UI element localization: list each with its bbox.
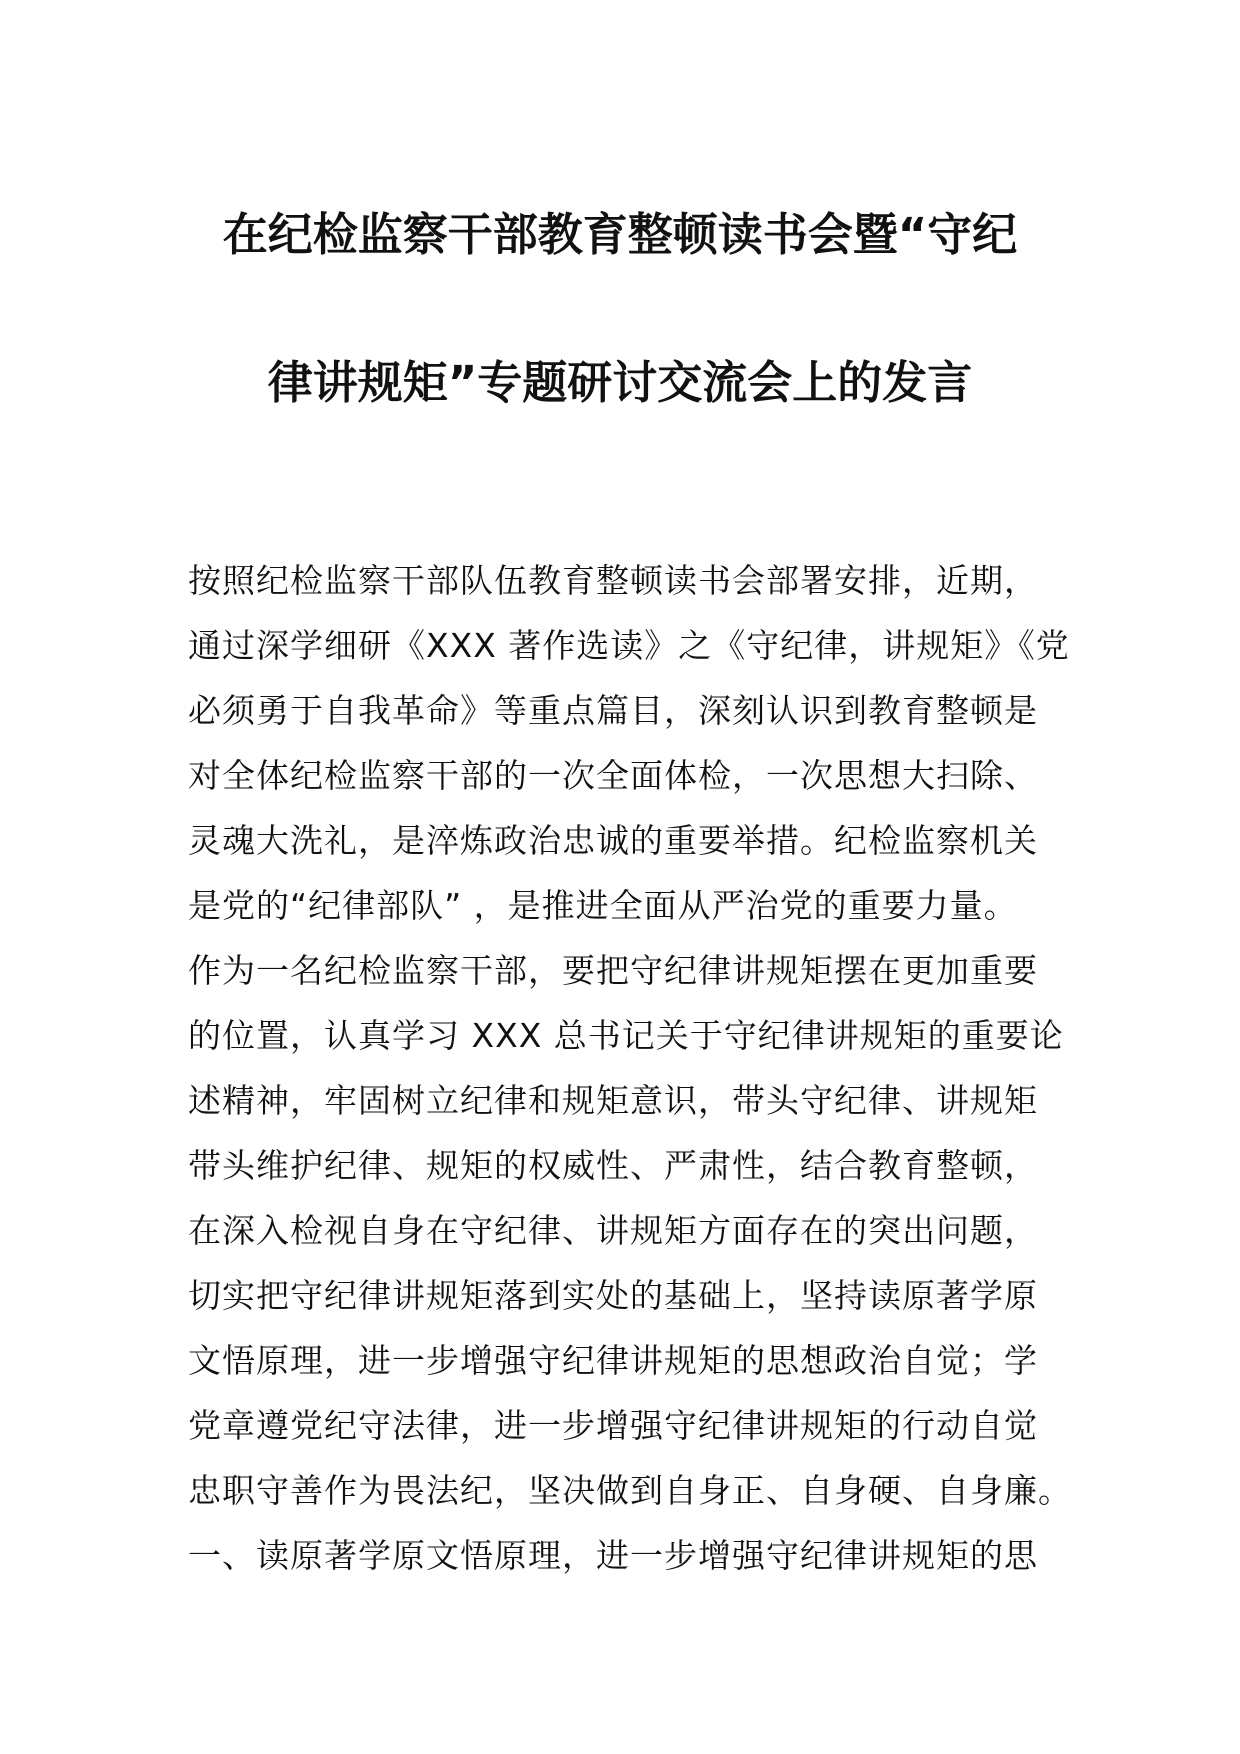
body-line-3: 必须勇于自我革命》等重点篇目，深刻认识到教育整顿是 bbox=[188, 691, 1038, 730]
body-line-15: 忠职守善作为畏法纪，坚决做到自身正、自身硬、自身廉。 bbox=[188, 1471, 1072, 1510]
body-line-9: 述精神，牢固树立纪律和规矩意识，带头守纪律、讲规矩 bbox=[188, 1081, 1038, 1120]
body-line-6: 是党的“纪律部队” ，是推进全面从严治党的重要力量。 bbox=[188, 886, 1018, 925]
body-line-10: 带头维护纪律、规矩的权威性、严肃性，结合教育整顿， bbox=[188, 1146, 1038, 1185]
body-line-11: 在深入检视自身在守纪律、讲规矩方面存在的突出问题， bbox=[188, 1211, 1038, 1250]
body-line-1: 按照纪检监察干部队伍教育整顿读书会部署安排，近期， bbox=[188, 561, 1038, 600]
body-line-5: 灵魂大洗礼，是淬炼政治忠诚的重要举措。纪检监察机关 bbox=[188, 821, 1038, 860]
body-line-12: 切实把守纪律讲规矩落到实处的基础上，坚持读原著学原 bbox=[188, 1276, 1038, 1315]
title-line-2: 律讲规矩”专题研讨交流会上的发言 bbox=[267, 356, 973, 409]
document-title bbox=[150, 205, 1090, 413]
body-line-2: 通过深学细研《XXX 著作选读》之《守纪律，讲规矩》《党 bbox=[188, 626, 1070, 665]
body-line-4: 对全体纪检监察干部的一次全面体检，一次思想大扫除、 bbox=[188, 756, 1038, 795]
body-line-14: 党章遵党纪守法律，进一步增强守纪律讲规矩的行动自觉 bbox=[188, 1406, 1038, 1445]
document-body bbox=[188, 548, 1072, 1588]
title-line-1: 在纪检监察干部教育整顿读书会暨“守纪 bbox=[222, 208, 1018, 261]
body-line-16: 一、读原著学原文悟原理，进一步增强守纪律讲规矩的思 bbox=[188, 1536, 1038, 1575]
body-line-8: 的位置，认真学习 XXX 总书记关于守纪律讲规矩的重要论 bbox=[188, 1016, 1064, 1055]
body-line-13: 文悟原理，进一步增强守纪律讲规矩的思想政治自觉；学 bbox=[188, 1341, 1038, 1380]
body-line-7: 作为一名纪检监察干部，要把守纪律讲规矩摆在更加重要 bbox=[188, 951, 1038, 990]
